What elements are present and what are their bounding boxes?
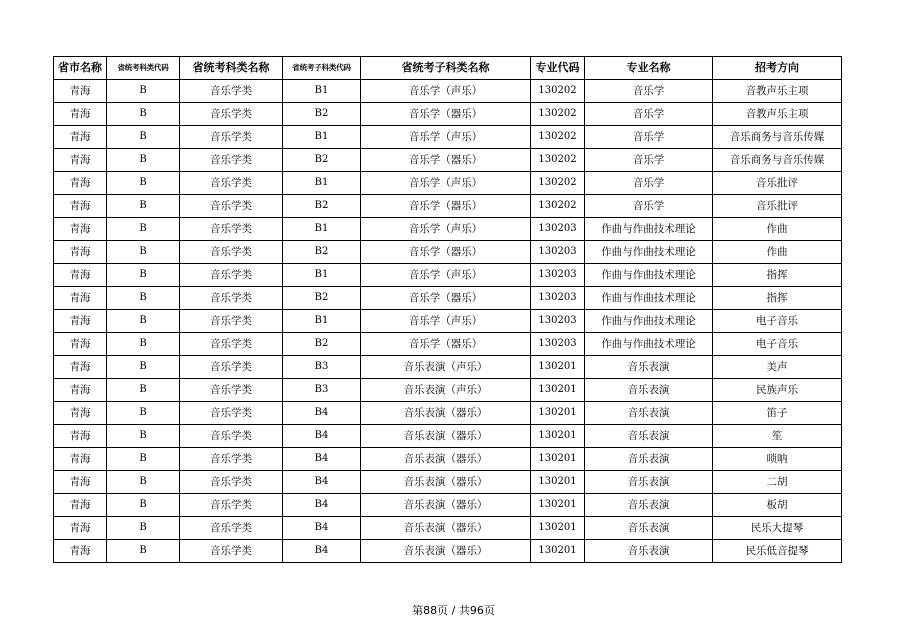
cell-major-name: 音乐表演 xyxy=(585,517,713,540)
cell-major-name: 作曲与作曲技术理论 xyxy=(585,241,713,264)
cell-major-code: 130203 xyxy=(531,287,585,310)
header-province: 省市名称 xyxy=(54,57,107,80)
cell-subcategory-name: 音乐学（声乐） xyxy=(361,264,531,287)
cell-subcategory-name: 音乐表演（器乐） xyxy=(361,402,531,425)
cell-major-name: 音乐学 xyxy=(585,195,713,218)
cell-major-code: 130202 xyxy=(531,126,585,149)
cell-direction: 二胡 xyxy=(713,471,842,494)
cell-subcategory-code: B4 xyxy=(283,540,361,563)
cell-subcategory-name: 音乐学（器乐） xyxy=(361,103,531,126)
cell-category-name: 音乐学类 xyxy=(180,103,283,126)
cell-subcategory-code: B1 xyxy=(283,126,361,149)
cell-province: 青海 xyxy=(54,310,107,333)
cell-subcategory-code: B2 xyxy=(283,195,361,218)
cell-major-code: 130201 xyxy=(531,402,585,425)
table-row xyxy=(54,310,842,333)
table-row xyxy=(54,540,842,563)
cell-category-name: 音乐学类 xyxy=(180,333,283,356)
cell-direction: 板胡 xyxy=(713,494,842,517)
table-row xyxy=(54,218,842,241)
cell-major-name: 音乐表演 xyxy=(585,425,713,448)
cell-direction: 音乐商务与音乐传媒 xyxy=(713,126,842,149)
table-row xyxy=(54,241,842,264)
cell-category-code: B xyxy=(107,126,180,149)
cell-province: 青海 xyxy=(54,333,107,356)
cell-category-name: 音乐学类 xyxy=(180,425,283,448)
header-category-code: 省统考科类代码 xyxy=(107,57,180,80)
cell-direction: 民族声乐 xyxy=(713,379,842,402)
cell-category-name: 音乐学类 xyxy=(180,126,283,149)
cell-major-code: 130203 xyxy=(531,264,585,287)
cell-category-code: B xyxy=(107,195,180,218)
cell-province: 青海 xyxy=(54,241,107,264)
cell-direction: 作曲 xyxy=(713,241,842,264)
cell-subcategory-name: 音乐学（器乐） xyxy=(361,195,531,218)
cell-category-code: B xyxy=(107,149,180,172)
cell-direction: 作曲 xyxy=(713,218,842,241)
cell-category-code: B xyxy=(107,494,180,517)
cell-category-code: B xyxy=(107,471,180,494)
cell-category-name: 音乐学类 xyxy=(180,356,283,379)
cell-major-code: 130201 xyxy=(531,517,585,540)
cell-major-code: 130202 xyxy=(531,172,585,195)
table-row xyxy=(54,494,842,517)
cell-major-code: 130201 xyxy=(531,425,585,448)
cell-category-code: B xyxy=(107,425,180,448)
cell-category-code: B xyxy=(107,540,180,563)
page-number: 第88页 / 共96页 xyxy=(412,604,495,617)
cell-subcategory-name: 音乐表演（器乐） xyxy=(361,448,531,471)
cell-subcategory-name: 音乐学（器乐） xyxy=(361,149,531,172)
header-category-name: 省统考科类名称 xyxy=(180,57,283,80)
table-body xyxy=(54,80,842,563)
cell-subcategory-name: 音乐表演（器乐） xyxy=(361,517,531,540)
table-header-row xyxy=(54,57,842,80)
table-row xyxy=(54,195,842,218)
cell-major-name: 音乐表演 xyxy=(585,448,713,471)
cell-subcategory-code: B2 xyxy=(283,287,361,310)
cell-major-name: 音乐学 xyxy=(585,149,713,172)
cell-major-code: 130203 xyxy=(531,241,585,264)
cell-category-name: 音乐学类 xyxy=(180,379,283,402)
cell-subcategory-code: B2 xyxy=(283,333,361,356)
cell-province: 青海 xyxy=(54,379,107,402)
cell-subcategory-code: B4 xyxy=(283,448,361,471)
cell-subcategory-name: 音乐学（声乐） xyxy=(361,218,531,241)
table-row xyxy=(54,379,842,402)
cell-province: 青海 xyxy=(54,402,107,425)
table-row xyxy=(54,425,842,448)
cell-category-name: 音乐学类 xyxy=(180,494,283,517)
cell-subcategory-name: 音乐学（器乐） xyxy=(361,241,531,264)
cell-major-name: 作曲与作曲技术理论 xyxy=(585,287,713,310)
cell-category-name: 音乐学类 xyxy=(180,310,283,333)
cell-subcategory-name: 音乐学（声乐） xyxy=(361,80,531,103)
cell-major-name: 音乐表演 xyxy=(585,494,713,517)
cell-category-name: 音乐学类 xyxy=(180,195,283,218)
cell-major-name: 音乐表演 xyxy=(585,540,713,563)
cell-province: 青海 xyxy=(54,172,107,195)
cell-major-name: 作曲与作曲技术理论 xyxy=(585,333,713,356)
cell-category-code: B xyxy=(107,264,180,287)
cell-subcategory-code: B1 xyxy=(283,218,361,241)
cell-subcategory-code: B1 xyxy=(283,80,361,103)
cell-category-name: 音乐学类 xyxy=(180,241,283,264)
admission-table xyxy=(53,56,842,563)
table-row xyxy=(54,103,842,126)
table-row xyxy=(54,448,842,471)
cell-category-name: 音乐学类 xyxy=(180,149,283,172)
cell-category-name: 音乐学类 xyxy=(180,402,283,425)
cell-major-code: 130201 xyxy=(531,448,585,471)
cell-province: 青海 xyxy=(54,471,107,494)
table-row xyxy=(54,149,842,172)
cell-major-code: 130202 xyxy=(531,195,585,218)
cell-category-name: 音乐学类 xyxy=(180,172,283,195)
cell-subcategory-name: 音乐表演（器乐） xyxy=(361,540,531,563)
cell-major-name: 音乐学 xyxy=(585,103,713,126)
cell-province: 青海 xyxy=(54,494,107,517)
cell-major-code: 130201 xyxy=(531,540,585,563)
cell-category-code: B xyxy=(107,379,180,402)
cell-major-name: 音乐学 xyxy=(585,172,713,195)
cell-direction: 音乐批评 xyxy=(713,172,842,195)
cell-category-name: 音乐学类 xyxy=(180,218,283,241)
cell-category-code: B xyxy=(107,218,180,241)
table-row xyxy=(54,172,842,195)
cell-subcategory-name: 音乐表演（器乐） xyxy=(361,471,531,494)
cell-subcategory-code: B3 xyxy=(283,356,361,379)
cell-category-code: B xyxy=(107,333,180,356)
cell-direction: 音乐批评 xyxy=(713,195,842,218)
header-major-code: 专业代码 xyxy=(531,57,585,80)
cell-category-code: B xyxy=(107,356,180,379)
cell-province: 青海 xyxy=(54,425,107,448)
cell-direction: 指挥 xyxy=(713,264,842,287)
cell-major-code: 130203 xyxy=(531,218,585,241)
table-row xyxy=(54,471,842,494)
cell-major-code: 130201 xyxy=(531,471,585,494)
table-row xyxy=(54,517,842,540)
cell-major-code: 130201 xyxy=(531,379,585,402)
cell-category-name: 音乐学类 xyxy=(180,540,283,563)
cell-subcategory-code: B1 xyxy=(283,310,361,333)
cell-subcategory-name: 音乐学（声乐） xyxy=(361,310,531,333)
cell-category-name: 音乐学类 xyxy=(180,471,283,494)
cell-category-code: B xyxy=(107,172,180,195)
cell-major-name: 作曲与作曲技术理论 xyxy=(585,264,713,287)
cell-category-name: 音乐学类 xyxy=(180,448,283,471)
cell-province: 青海 xyxy=(54,264,107,287)
header-direction: 招考方向 xyxy=(713,57,842,80)
cell-major-name: 音乐表演 xyxy=(585,356,713,379)
header-major-name: 专业名称 xyxy=(585,57,713,80)
cell-province: 青海 xyxy=(54,448,107,471)
admission-table-sheet xyxy=(53,56,841,563)
cell-province: 青海 xyxy=(54,356,107,379)
table-row xyxy=(54,264,842,287)
cell-category-code: B xyxy=(107,287,180,310)
cell-category-code: B xyxy=(107,103,180,126)
cell-province: 青海 xyxy=(54,218,107,241)
cell-major-name: 音乐表演 xyxy=(585,402,713,425)
cell-province: 青海 xyxy=(54,540,107,563)
cell-province: 青海 xyxy=(54,195,107,218)
cell-major-name: 音乐学 xyxy=(585,80,713,103)
cell-major-name: 作曲与作曲技术理论 xyxy=(585,310,713,333)
cell-subcategory-code: B1 xyxy=(283,264,361,287)
cell-subcategory-name: 音乐表演（器乐） xyxy=(361,494,531,517)
cell-subcategory-name: 音乐学（声乐） xyxy=(361,172,531,195)
cell-category-code: B xyxy=(107,448,180,471)
table-row xyxy=(54,333,842,356)
cell-direction: 电子音乐 xyxy=(713,310,842,333)
cell-province: 青海 xyxy=(54,149,107,172)
cell-province: 青海 xyxy=(54,103,107,126)
table-row xyxy=(54,287,842,310)
cell-subcategory-code: B4 xyxy=(283,494,361,517)
cell-category-code: B xyxy=(107,80,180,103)
cell-subcategory-code: B1 xyxy=(283,172,361,195)
cell-direction: 唢呐 xyxy=(713,448,842,471)
cell-major-name: 音乐表演 xyxy=(585,471,713,494)
cell-direction: 音教声乐主项 xyxy=(713,103,842,126)
cell-subcategory-name: 音乐表演（声乐） xyxy=(361,356,531,379)
cell-category-code: B xyxy=(107,241,180,264)
cell-subcategory-name: 音乐表演（声乐） xyxy=(361,379,531,402)
cell-subcategory-code: B3 xyxy=(283,379,361,402)
cell-subcategory-code: B4 xyxy=(283,517,361,540)
cell-major-code: 130203 xyxy=(531,333,585,356)
cell-direction: 指挥 xyxy=(713,287,842,310)
cell-category-code: B xyxy=(107,517,180,540)
cell-direction: 音乐商务与音乐传媒 xyxy=(713,149,842,172)
cell-category-code: B xyxy=(107,402,180,425)
cell-major-name: 音乐表演 xyxy=(585,379,713,402)
cell-category-code: B xyxy=(107,310,180,333)
cell-subcategory-name: 音乐学（器乐） xyxy=(361,333,531,356)
cell-province: 青海 xyxy=(54,126,107,149)
cell-direction: 电子音乐 xyxy=(713,333,842,356)
table-row xyxy=(54,402,842,425)
cell-subcategory-code: B2 xyxy=(283,103,361,126)
cell-direction: 笛子 xyxy=(713,402,842,425)
cell-province: 青海 xyxy=(54,517,107,540)
cell-subcategory-code: B4 xyxy=(283,471,361,494)
cell-subcategory-name: 音乐学（声乐） xyxy=(361,126,531,149)
cell-major-code: 130201 xyxy=(531,494,585,517)
header-subcategory-code: 省统考子科类代码 xyxy=(283,57,361,80)
cell-subcategory-code: B2 xyxy=(283,149,361,172)
header-subcategory-name: 省统考子科类名称 xyxy=(361,57,531,80)
cell-category-name: 音乐学类 xyxy=(180,264,283,287)
cell-category-name: 音乐学类 xyxy=(180,517,283,540)
cell-direction: 笙 xyxy=(713,425,842,448)
cell-major-name: 作曲与作曲技术理论 xyxy=(585,218,713,241)
cell-subcategory-code: B4 xyxy=(283,425,361,448)
cell-subcategory-code: B4 xyxy=(283,402,361,425)
table-row xyxy=(54,126,842,149)
cell-direction: 民乐大提琴 xyxy=(713,517,842,540)
cell-subcategory-code: B2 xyxy=(283,241,361,264)
cell-direction: 美声 xyxy=(713,356,842,379)
cell-category-name: 音乐学类 xyxy=(180,80,283,103)
cell-major-code: 130202 xyxy=(531,103,585,126)
cell-major-code: 130201 xyxy=(531,356,585,379)
table-row xyxy=(54,80,842,103)
cell-major-code: 130202 xyxy=(531,80,585,103)
cell-major-code: 130203 xyxy=(531,310,585,333)
cell-subcategory-name: 音乐表演（器乐） xyxy=(361,425,531,448)
cell-province: 青海 xyxy=(54,80,107,103)
cell-province: 青海 xyxy=(54,287,107,310)
cell-major-code: 130202 xyxy=(531,149,585,172)
cell-subcategory-name: 音乐学（器乐） xyxy=(361,287,531,310)
cell-category-name: 音乐学类 xyxy=(180,287,283,310)
cell-direction: 音教声乐主项 xyxy=(713,80,842,103)
cell-major-name: 音乐学 xyxy=(585,126,713,149)
cell-direction: 民乐低音提琴 xyxy=(713,540,842,563)
table-row xyxy=(54,356,842,379)
